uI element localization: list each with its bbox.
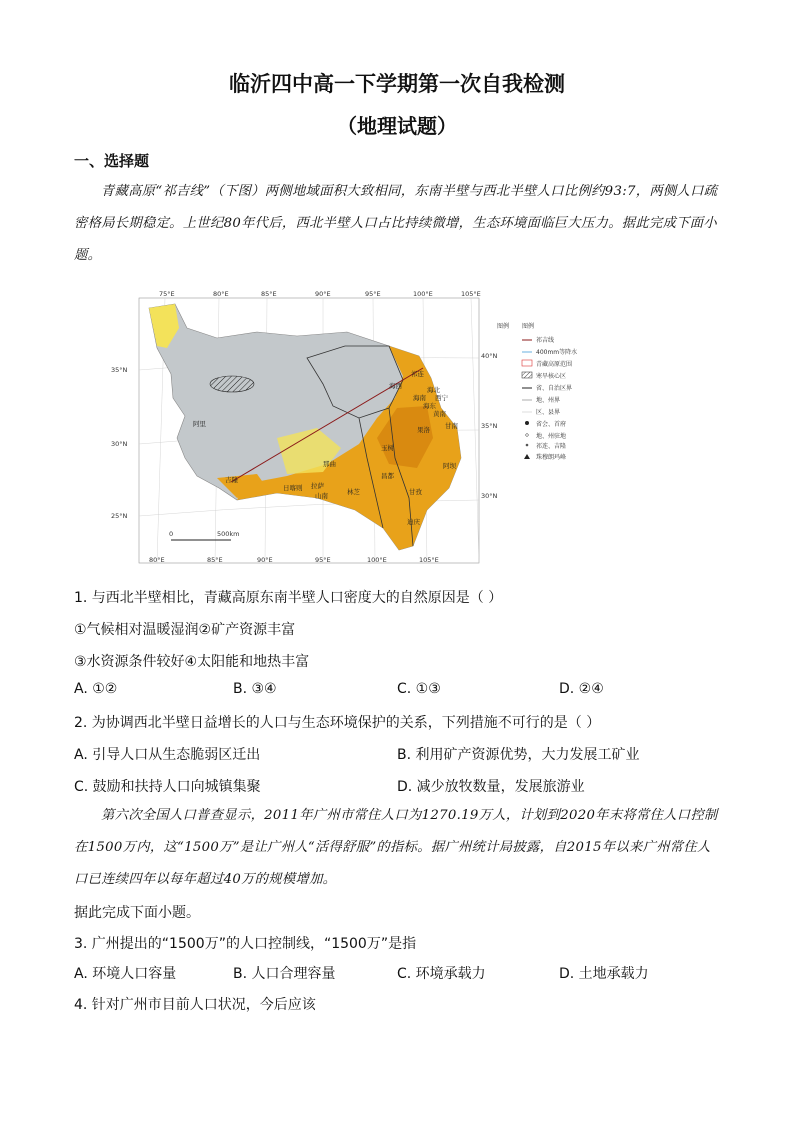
q3-option-c[interactable]: C. 环境承载力 xyxy=(397,966,486,982)
svg-text:95°E: 95°E xyxy=(365,290,381,298)
city-label: 黄南 xyxy=(433,410,446,418)
city-label: 甘南 xyxy=(445,422,458,430)
svg-text:祁连、吉隆: 祁连、吉隆 xyxy=(536,443,567,450)
q2-option-b[interactable]: B. 利用矿产资源优势，大力发展工矿业 xyxy=(397,747,640,763)
q1-stem: 1. 与西北半壁相比，青藏高原东南半壁人口密度大的自然原因是（ ） xyxy=(74,590,503,606)
svg-text:90°E: 90°E xyxy=(315,290,331,298)
q1-option-c[interactable]: C. ①③ xyxy=(397,681,441,697)
q3-option-a[interactable]: A. 环境人口容量 xyxy=(74,966,177,982)
city-label: 日喀则 xyxy=(283,484,303,492)
city-label: 果洛 xyxy=(417,426,430,434)
q1-statement: ③水资源条件较好④太阳能和地热丰富 xyxy=(74,654,310,670)
passage-2: 第六次全国人口普查显示，2011年广州市常住人口为1270.19万人，计划到2020年末将常住人口控制在1500万内，这“1500万”是让广州人“活得舒服”的指标。据广州统计局披露，自2015年以来广州常住人口已连续四年以每年超过40万的规模增加。 xyxy=(74,808,718,887)
svg-text:寒旱核心区: 寒旱核心区 xyxy=(536,373,567,380)
city-label: 海北 xyxy=(427,386,440,394)
city-label: 迪庆 xyxy=(407,518,420,526)
svg-text:400mm等降水: 400mm等降水 xyxy=(536,349,578,356)
city-label: 海南 xyxy=(413,394,426,402)
q1-option-d[interactable]: D. ②④ xyxy=(559,681,604,697)
city-label: 甘孜 xyxy=(409,488,422,496)
svg-text:省、自治区界: 省、自治区界 xyxy=(536,385,573,392)
svg-text:95°E: 95°E xyxy=(315,556,331,564)
page-subtitle: （地理试题） xyxy=(337,114,457,138)
q1-option-a[interactable]: A. ①② xyxy=(74,681,118,697)
passage-1: 青藏高原“祁吉线”（下图）两侧地域面积大致相同，东南半壁与西北半壁人口比例约93:7，两侧人口疏密格局长期稳定。上世纪80年代后，西北半壁人口占比持续微增，生态环境面临巨大压力。据此完成下面小题。 xyxy=(74,184,718,263)
q1-statement: ①气候相对温暖湿润②矿产资源丰富 xyxy=(74,622,296,638)
svg-text:地、州驻地: 地、州驻地 xyxy=(536,433,567,440)
svg-text:35°N: 35°N xyxy=(111,366,128,374)
question-intro: 据此完成下面小题。 xyxy=(74,905,200,921)
section-heading: 一、选择题 xyxy=(74,152,150,170)
city-label: 西宁 xyxy=(435,394,448,402)
q4-stem: 4. 针对广州市目前人口状况，今后应该 xyxy=(74,997,316,1013)
svg-text:图例: 图例 xyxy=(497,323,510,330)
svg-text:100°E: 100°E xyxy=(367,556,387,564)
svg-text:85°E: 85°E xyxy=(207,556,223,564)
svg-text:珠穆朗玛峰: 珠穆朗玛峰 xyxy=(536,454,567,461)
city-label: 林芝 xyxy=(347,488,360,496)
city-label: 阿坝 xyxy=(443,462,456,470)
svg-text:105°E: 105°E xyxy=(461,290,481,298)
q3-option-d[interactable]: D. 土地承载力 xyxy=(559,966,649,982)
q2-option-d[interactable]: D. 减少放牧数量，发展旅游业 xyxy=(397,779,585,795)
cold-core-zone xyxy=(210,376,254,392)
page-title: 临沂四中高一下学期第一次自我检测 xyxy=(229,72,565,96)
svg-text:40°N: 40°N xyxy=(481,352,498,360)
q2-option-c[interactable]: C. 鼓励和扶持人口向城镇集聚 xyxy=(74,779,261,795)
svg-text:省会、首府: 省会、首府 xyxy=(536,421,567,428)
svg-text:80°E: 80°E xyxy=(213,290,229,298)
city-label: 海东 xyxy=(423,402,436,410)
svg-text:图例: 图例 xyxy=(522,323,535,330)
q2-option-a[interactable]: A. 引导人口从生态脆弱区迁出 xyxy=(74,747,261,763)
q3-stem: 3. 广州提出的“1500万”的人口控制线，“1500万”是指 xyxy=(74,936,417,952)
map-legend xyxy=(497,322,509,330)
city-label: 玉树 xyxy=(381,444,394,452)
svg-text:90°E: 90°E xyxy=(257,556,273,564)
svg-text:30°N: 30°N xyxy=(111,440,128,448)
q3-option-b[interactable]: B. 人口合理容量 xyxy=(233,966,336,982)
svg-text:100°E: 100°E xyxy=(413,290,433,298)
svg-text:500km: 500km xyxy=(217,530,240,538)
svg-text:祁吉线: 祁吉线 xyxy=(536,337,555,344)
legend-panel xyxy=(518,320,618,460)
city-label: 拉萨 xyxy=(311,482,324,490)
svg-text:25°N: 25°N xyxy=(111,512,128,520)
svg-text:85°E: 85°E xyxy=(261,290,277,298)
svg-text:105°E: 105°E xyxy=(419,556,439,564)
city-label: 那曲 xyxy=(323,460,336,468)
city-label: 山南 xyxy=(315,492,328,500)
svg-text:青藏高原范围: 青藏高原范围 xyxy=(536,361,573,368)
svg-text:区、县界: 区、县界 xyxy=(536,409,561,416)
city-label: 阿里 xyxy=(193,420,206,428)
q2-stem: 2. 为协调西北半壁日益增长的人口与生态环境保护的关系，下列措施不可行的是（ ） xyxy=(74,715,601,731)
q1-option-b[interactable]: B. ③④ xyxy=(233,681,277,697)
svg-text:75°E: 75°E xyxy=(159,290,175,298)
city-label: 吉隆 xyxy=(225,476,238,484)
svg-text:地、州界: 地、州界 xyxy=(536,397,561,404)
svg-text:0: 0 xyxy=(169,530,174,538)
city-label: 昌都 xyxy=(381,472,394,480)
city-label: 祁连 xyxy=(411,370,424,378)
svg-text:35°N: 35°N xyxy=(481,422,498,430)
svg-text:80°E: 80°E xyxy=(149,556,165,564)
svg-text:30°N: 30°N xyxy=(481,492,498,500)
city-label: 海西 xyxy=(389,382,402,390)
qinghai-tibet-map xyxy=(111,288,510,568)
